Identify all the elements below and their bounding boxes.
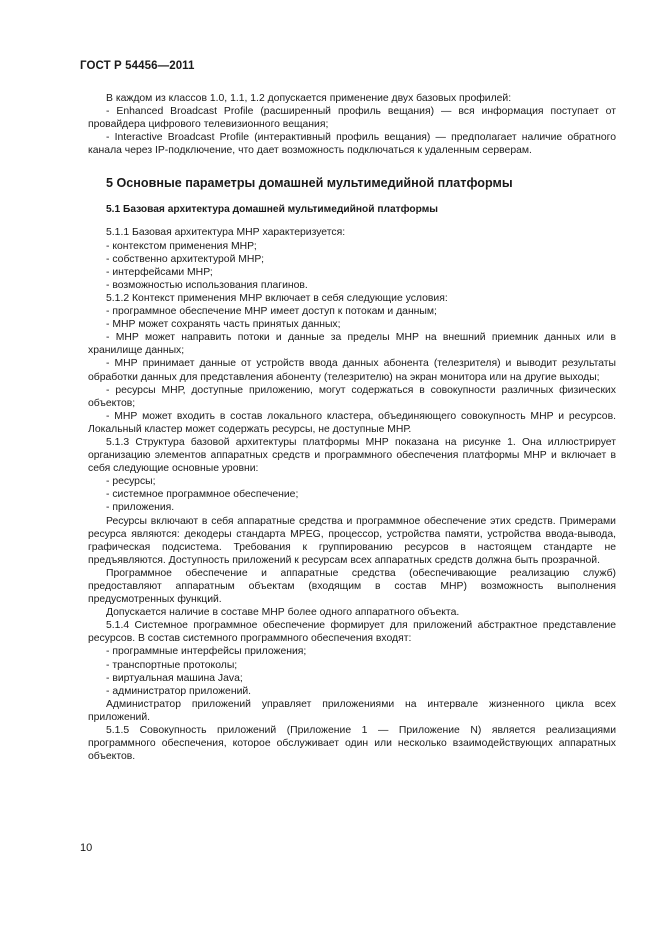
page-content <box>88 92 616 763</box>
list-item: - контекстом применения МНР; <box>106 240 257 252</box>
standard-header: ГОСТ Р 54456—2011 <box>80 60 195 72</box>
list-item: - МНР может входить в состав локального кластера, объединяющего совокупность МНР и ресурсов. Локальный кластер может содержать ресурсы, не доступные МНР. <box>88 410 616 435</box>
intro-profile-enhanced: - Enhanced Broadcast Profile (расширенный профиль вещания) — вся информация поступает от провайдера цифрового телевизионного вещания; <box>88 106 616 131</box>
list-item: - МНР может сохранять часть принятых данных; <box>106 319 341 331</box>
list-item: - приложения. <box>106 502 175 514</box>
resources-paragraph: Ресурсы включают в себя аппаратные средства и программное обеспечение этих средств. Примерами ресурса являются: декодеры стандарта MPEG, процессор, устройства памяти, устройства ввода-вывода, графическая подсистема. Требования к группированию ресурсов в настоящем стандарте не предъявляются. Доступность приложений к ресурсам всех аппаратных средств должна быть прозрачной. <box>88 515 616 566</box>
list-item: - программное обеспечение МНР имеет доступ к потокам и данным; <box>106 306 437 318</box>
intro-profile-interactive: - Interactive Broadcast Profile (интерактивный профиль вещания) — предполагает наличие обратного канала через IP-подключение, что дает возможность подключаться к удаленным серверам. <box>88 132 616 157</box>
intro-paragraph: В каждом из классов 1.0, 1.1, 1.2 допускается применение двух базовых профилей: <box>106 93 512 104</box>
list-item: - МНР может направить потоки и данные за пределы МНР на внешний приемник данных или в хранилище данных; <box>88 332 616 357</box>
list-item: - программные интерфейсы приложения; <box>106 646 307 658</box>
list-item: - ресурсы; <box>106 476 156 488</box>
list-item: - системное программное обеспечение; <box>106 489 299 501</box>
list-item: - возможностью использования плагинов. <box>106 279 308 291</box>
admin-paragraph: Администратор приложений управляет приложениями на интервале жизненного цикла всех приложений. <box>88 698 616 723</box>
list-item: - МНР принимает данные от устройств ввода данных абонента (телезрителя) и выводит результаты обработки данных для представления абоненту (телезрителю) на экран монитора или на другие выходы; <box>88 358 616 383</box>
software-paragraph: Программное обеспечение и аппаратные средства (обеспечивающие реализацию служб) предоставляют аппаратным объектам (входящим в состав МНР) возможность выполнения предусмотренных функций. <box>88 567 616 606</box>
clause-5-1-1-lead: 5.1.1 Базовая архитектура МНР характеризуется: <box>106 227 346 239</box>
subsection-title: 5.1 Базовая архитектура домашней мультимедийной платформы <box>106 204 438 216</box>
multi-object-paragraph: Допускается наличие в составе МНР более одного аппаратного объекта. <box>106 607 460 619</box>
section-title: 5 Основные параметры домашней мультимедийной платформы <box>106 176 513 191</box>
page-number: 10 <box>80 842 93 854</box>
list-item: - администратор приложений. <box>106 685 252 697</box>
list-item: - интерфейсами МНР; <box>106 266 213 278</box>
list-item: - ресурсы МНР, доступные приложению, могут содержаться в совокупности различных физических объектов; <box>88 384 616 409</box>
clause-5-1-3-lead: 5.1.3 Структура базовой архитектуры платформы МНР показана на рисунке 1. Она иллюстрирует организацию элементов аппаратных средств и программного обеспечения платформы МНР и включает в себя следующие основные уровни: <box>88 436 616 475</box>
clause-5-1-2-lead: 5.1.2 Контекст применения МНР включает в себя следующие условия: <box>106 292 448 304</box>
list-item: - виртуальная машина Java; <box>106 672 243 684</box>
list-item: - собственно архитектурой МНР; <box>106 253 265 265</box>
clause-5-1-4-lead: 5.1.4 Системное программное обеспечение формирует для приложений абстрактное представление ресурсов. В состав системного программного обеспечения входят: <box>88 620 616 645</box>
clause-5-1-5-lead: 5.1.5 Совокупность приложений (Приложение 1 — Приложение N) является реализациями программного обеспечения, которое обслуживает один или несколько взаимодействующих аппаратных объектов. <box>88 725 616 763</box>
list-item: - транспортные протоколы; <box>106 659 238 671</box>
